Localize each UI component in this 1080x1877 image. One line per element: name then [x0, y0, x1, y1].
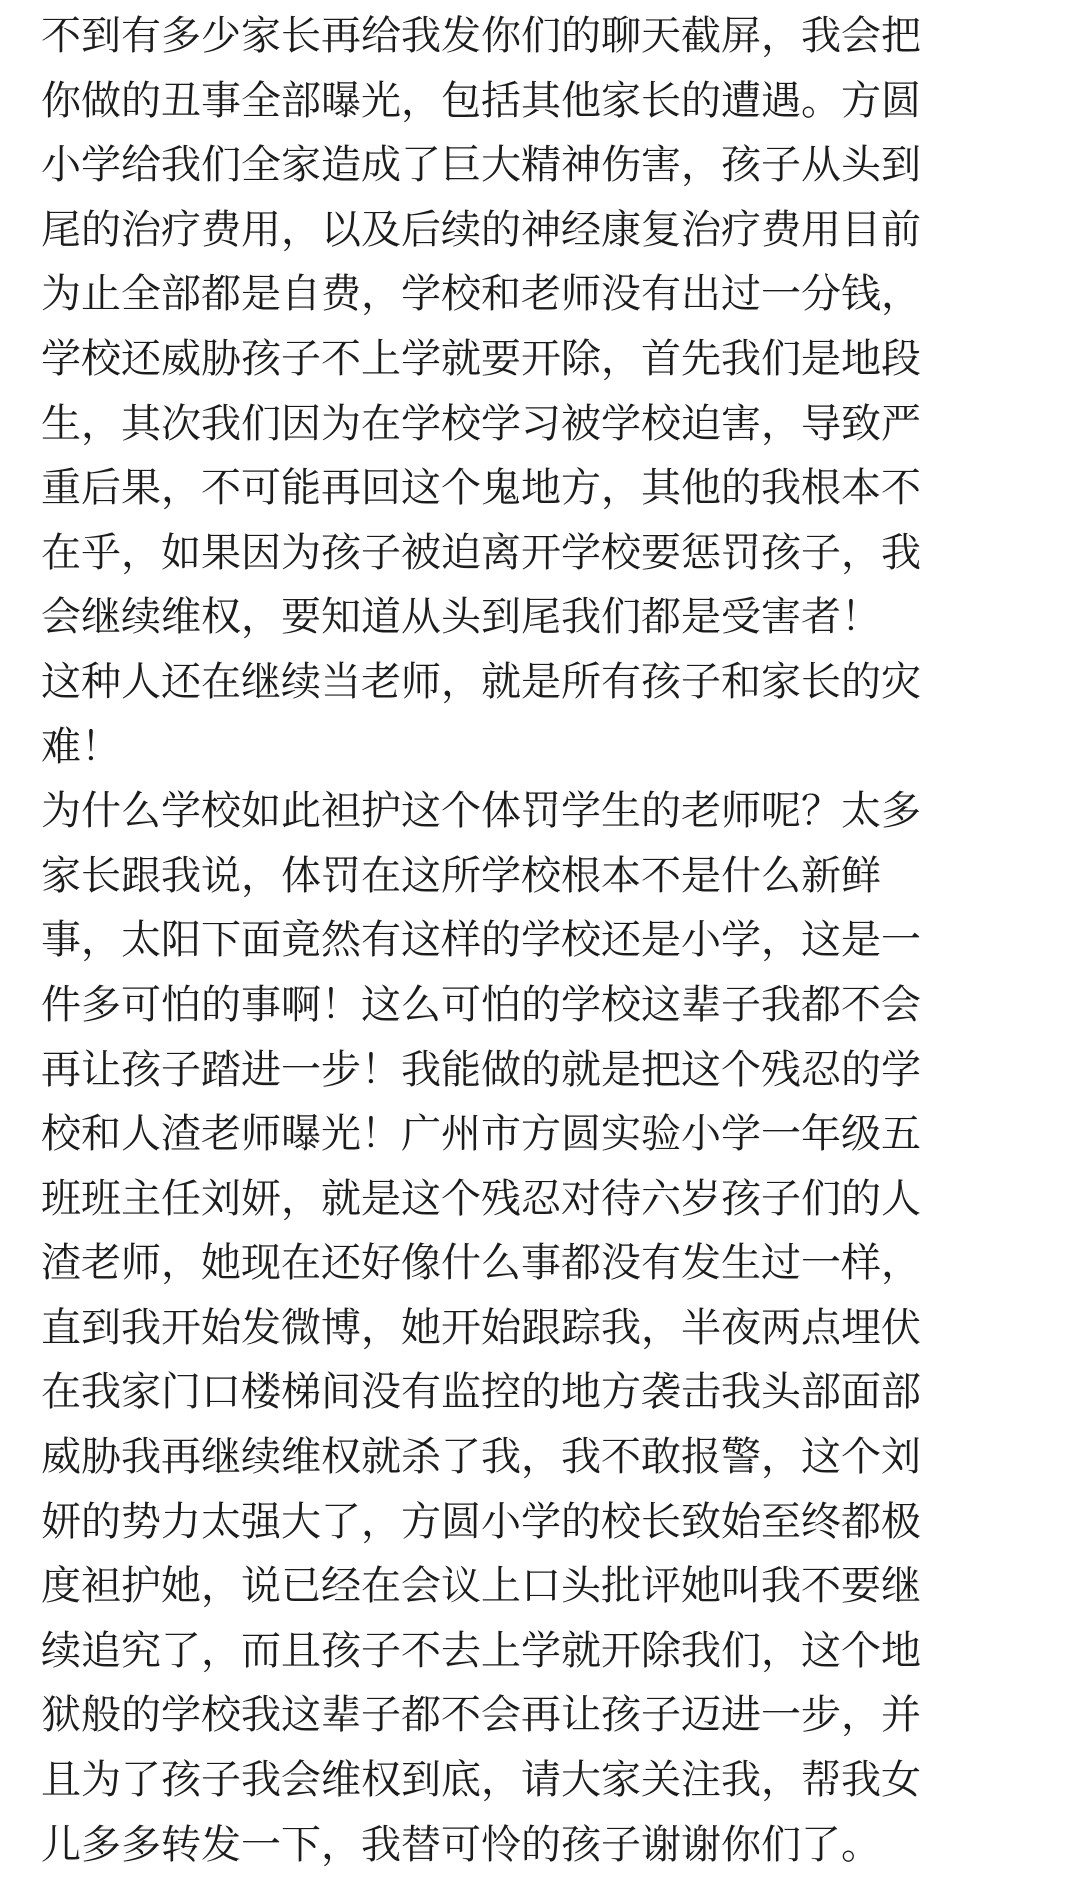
- text-line: 在我家门口楼梯间没有监控的地方袭击我头部面部: [41, 1369, 921, 1416]
- text-line: 家长跟我说，体罚在这所学校根本不是什么新鲜: [41, 852, 881, 899]
- text-line: 为什么学校如此袒护这个体罚学生的老师呢？太多: [41, 788, 921, 835]
- text-line: 续追究了，而且孩子不去上学就开除我们，这个地: [41, 1627, 921, 1674]
- post-text-body: [41, 4, 1051, 1877]
- text-line: 尾的治疗费用，以及后续的神经康复治疗费用目前: [41, 206, 921, 253]
- text-line: 事，太阳下面竟然有这样的学校还是小学，这是一: [41, 917, 921, 964]
- text-line: 且为了孩子我会维权到底，请大家关注我，帮我女: [41, 1757, 921, 1804]
- text-line: 威胁我再继续维权就杀了我，我不敢报警，这个刘: [41, 1434, 921, 1481]
- text-line: 儿多多转发一下，我替可怜的孩子谢谢你们了。: [41, 1821, 881, 1868]
- text-line: 为止全部都是自费，学校和老师没有出过一分钱，: [41, 271, 921, 318]
- text-line: 班班主任刘妍，就是这个残忍对待六岁孩子们的人: [41, 1175, 921, 1222]
- text-line: 妍的势力太强大了，方圆小学的校长致始至终都极: [41, 1498, 921, 1545]
- text-line: 再让孩子踏进一步！我能做的就是把这个残忍的学: [41, 1046, 921, 1093]
- text-line: 你做的丑事全部曝光，包括其他家长的遭遇。方圆: [41, 77, 921, 124]
- text-line: 在乎，如果因为孩子被迫离开学校要惩罚孩子，我: [41, 529, 921, 576]
- text-line: 度袒护她，说已经在会议上口头批评她叫我不要继: [41, 1563, 921, 1610]
- text-line: 重后果，不可能再回这个鬼地方，其他的我根本不: [41, 465, 921, 512]
- text-line: 生，其次我们因为在学校学习被学校迫害，导致严: [41, 400, 921, 447]
- text-line: 直到我开始发微博，她开始跟踪我，半夜两点埋伏: [41, 1304, 921, 1351]
- text-line: 件多可怕的事啊！这么可怕的学校这辈子我都不会: [41, 981, 921, 1028]
- text-line: 校和人渣老师曝光！广州市方圆实验小学一年级五: [41, 1111, 921, 1158]
- text-line: 会继续维权，要知道从头到尾我们都是受害者！: [41, 594, 881, 641]
- text-line: 小学给我们全家造成了巨大精神伤害，孩子从头到: [41, 142, 921, 189]
- text-line: 狱般的学校我这辈子都不会再让孩子迈进一步，并: [41, 1692, 921, 1739]
- text-line: 这种人还在继续当老师，就是所有孩子和家长的灾: [41, 658, 921, 705]
- text-line: 渣老师，她现在还好像什么事都没有发生过一样，: [41, 1240, 921, 1287]
- text-line: 不到有多少家长再给我发你们的聊天截屏，我会把: [41, 13, 921, 59]
- text-line: 难！: [41, 723, 121, 770]
- text-line: 学校还威胁孩子不上学就要开除，首先我们是地段: [41, 335, 921, 382]
